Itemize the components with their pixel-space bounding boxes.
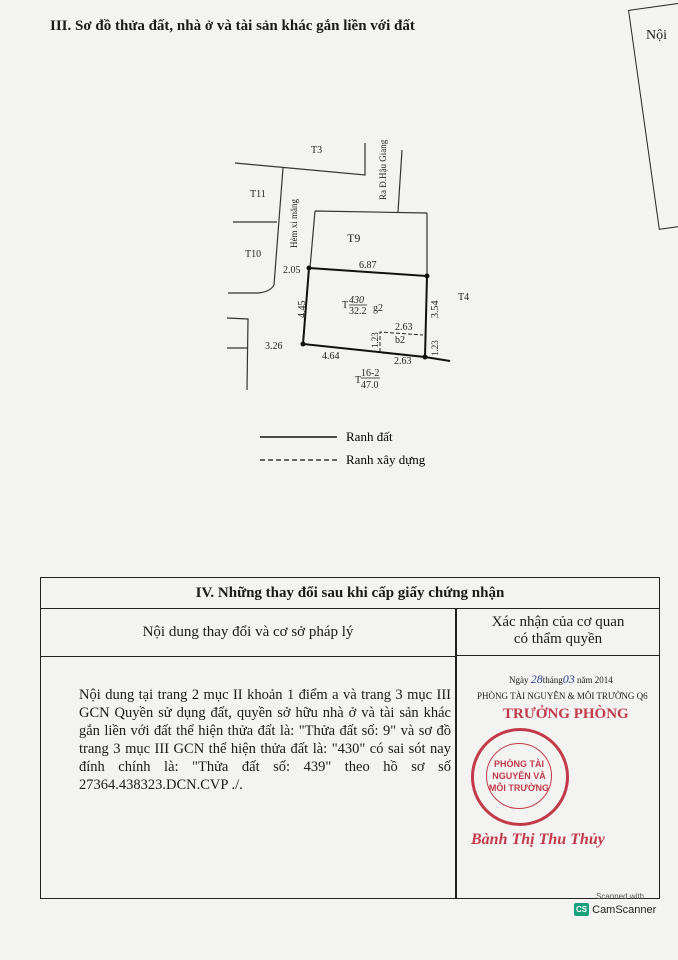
south-parcel-t: T — [355, 375, 362, 386]
column-header-confirmation — [457, 608, 659, 656]
dim-3-54: 3.54 — [430, 300, 441, 318]
parcel-t: T — [342, 300, 349, 311]
official-stamp — [471, 728, 569, 826]
office-name: PHÒNG TÀI NGUYÊN & MÔI TRƯỜNG Q6 — [477, 691, 648, 701]
parcel-number: 430 — [349, 295, 364, 306]
dim-3-26: 3.26 — [265, 341, 283, 352]
alley-label: Hẻm xi măng — [289, 199, 299, 248]
south-parcel-number: 16-2 — [361, 368, 380, 379]
parcel-area: 32.2 — [349, 306, 367, 317]
change-content: Nội dung tại trang 2 mục II khoản 1 điểm a và trang 3 mục III GCN Quyền sử dụng đất, quyền sở hữu nhà ở và tài sản khác gắn liền với đất thể hiện thửa đất là: "Thửa đất số: 9" và sơ đồ trang 3 mục III GCN thể hiện thửa đất là: "430" có sai sót nay đính chính là: "Thửa đất số: 439" theo hồ sơ số 27364.438323.DCN.CVP ./. — [79, 687, 451, 793]
neighbor-t10: T10 — [245, 249, 262, 260]
adjacent-page-text: Nội — [646, 28, 667, 43]
south-parcel-area: 47.0 — [361, 380, 379, 391]
watermark-line-2: CamScanner — [592, 903, 657, 916]
header-line-2: có thẩm quyền — [513, 631, 603, 647]
stamp-text: PHÒNG TÀI NGUYÊN VÀ MÔI TRƯỜNG — [486, 743, 552, 809]
legend-construction-boundary: Ranh xây dựng — [346, 452, 426, 467]
road-boundary — [398, 150, 402, 212]
section-3-heading: III. Sơ đồ thửa đất, nhà ở và tài sản khác gắn liền với đất — [50, 18, 415, 34]
watermark-line-1: Scanned with — [595, 892, 645, 901]
column-divider — [455, 608, 457, 898]
legend-land-boundary: Ranh đất — [346, 429, 393, 444]
confirmation-date: Ngày 28tháng03 năm 2014 — [509, 672, 613, 686]
dim-4-45: 4.45 — [297, 300, 308, 318]
camscanner-logo-icon: CS — [576, 905, 588, 914]
parcel-code: g2 — [373, 303, 383, 314]
dim-4-64: 4.64 — [322, 351, 340, 362]
role-title: TRƯỞNG PHÒNG — [503, 706, 629, 722]
changes-table — [40, 577, 660, 899]
header-line-1: Xác nhận của cơ quan — [491, 614, 625, 630]
day: 28 — [530, 672, 543, 686]
signer-name: Bành Thị Thu Thủy — [471, 831, 605, 848]
neighbor-t9: T9 — [347, 231, 361, 245]
neighbor-t3: T3 — [311, 145, 323, 156]
dim-6-87: 6.87 — [359, 260, 377, 271]
lower-left-boundary — [227, 318, 248, 390]
dim-2-63-bottom: 2.63 — [394, 356, 412, 367]
month: 03 — [562, 672, 575, 686]
neighbor-t4: T4 — [458, 292, 470, 303]
dim-2-05: 2.05 — [283, 265, 301, 276]
camscanner-watermark — [574, 892, 666, 932]
dim-1-23-left: 1.23 — [370, 332, 380, 348]
road-label: Ra Đ.Hậu Giang — [378, 139, 388, 200]
dim-1-23-right: 1.23 — [430, 340, 440, 356]
building-label: b2 — [395, 335, 405, 346]
column-header-content: Nội dung thay đổi và cơ sở pháp lý — [41, 608, 455, 657]
dim-2-63-top: 2.63 — [395, 322, 413, 333]
alley-boundary — [228, 168, 283, 293]
section-4-title: IV. Những thay đổi sau khi cấp giấy chứng nhận — [41, 578, 659, 609]
neighbor-t11: T11 — [250, 189, 266, 200]
t3-boundary — [235, 143, 365, 175]
